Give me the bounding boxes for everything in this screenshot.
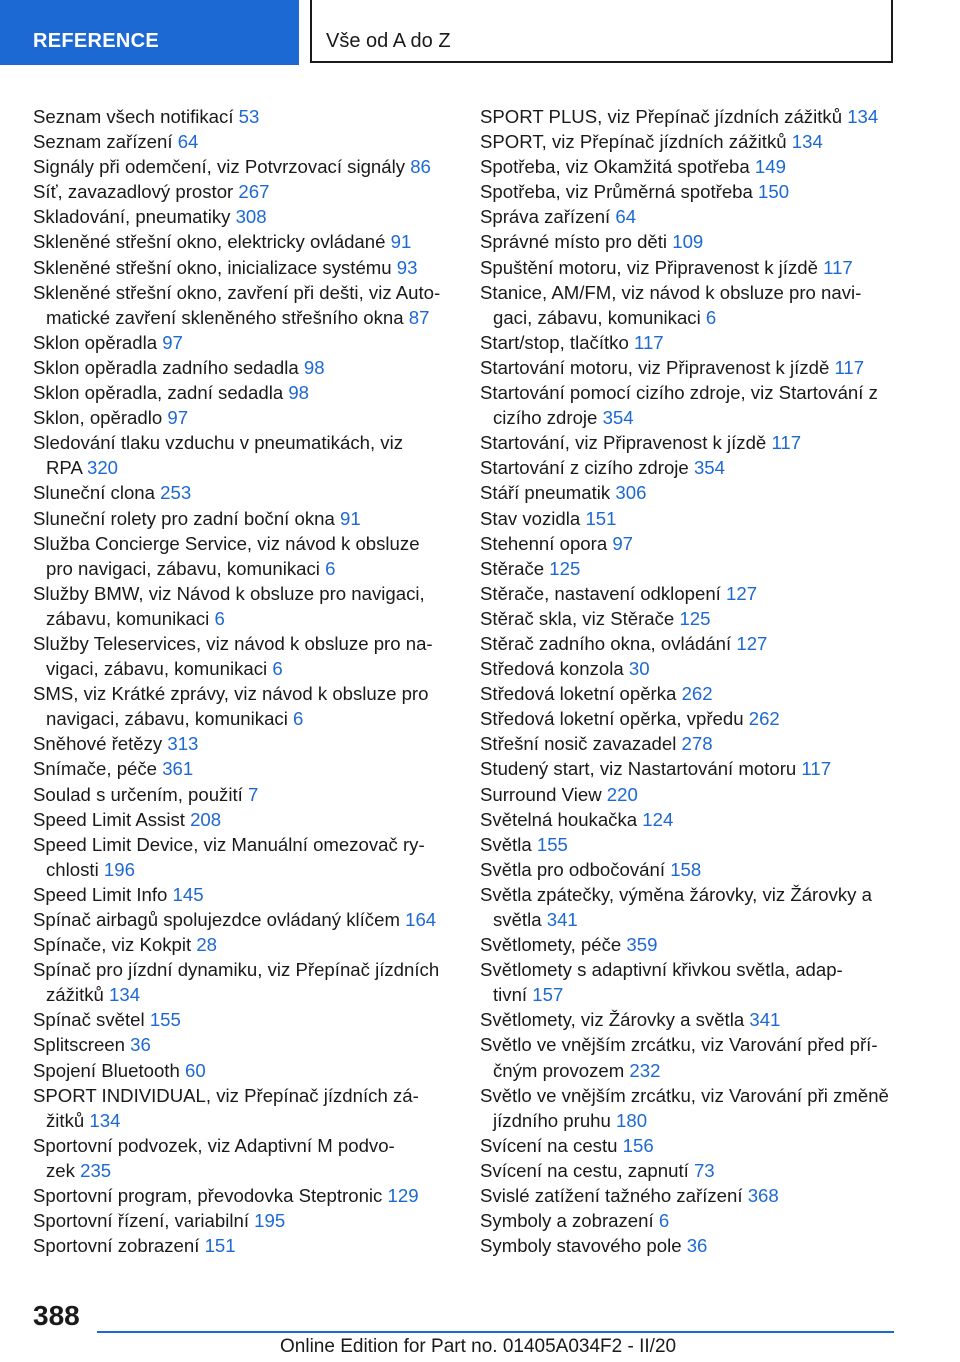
index-page-link[interactable]: 158 (670, 858, 702, 880)
index-entry (33, 129, 453, 154)
index-page-link[interactable]: 109 (672, 231, 704, 253)
index-entry-text: Světlomety, péče (480, 934, 622, 956)
page-number: 388 (33, 1300, 80, 1331)
index-page-link[interactable]: 145 (172, 883, 204, 905)
index-entry-text: žitků (46, 1109, 85, 1131)
index-entry (480, 104, 900, 129)
index-entry-text: Spínače, viz Kokpit (33, 934, 192, 956)
index-page-link[interactable]: 91 (390, 231, 412, 253)
index-entry (33, 430, 453, 480)
index-entry-text: Speed Limit Device, viz Manuální omezovač ry- (33, 833, 425, 855)
index-entry-text: Seznam všech notifikací (33, 106, 234, 127)
index-entry-text: Speed Limit Assist (33, 808, 185, 830)
index-page-link[interactable]: 117 (771, 432, 802, 454)
index-entry (33, 832, 453, 882)
index-entry-text: Správa zařízení (480, 206, 611, 228)
index-entry-text: Světlomety s adaptivní křivkou světla, adap- (480, 959, 843, 981)
index-entry-text: cizího zdroje (493, 407, 598, 429)
index-entry (480, 506, 900, 531)
index-page-link[interactable]: 117 (834, 356, 865, 378)
index-page-link[interactable]: 134 (791, 131, 823, 153)
index-page-link[interactable]: 36 (130, 1034, 151, 1056)
index-entry-text: SPORT, viz Přepínač jízdních zážitků (480, 131, 787, 153)
index-page-link[interactable]: 361 (162, 758, 194, 780)
index-entry-text: Skleněné střešní okno, elektricky ovládané (33, 231, 386, 253)
index-entry (480, 681, 900, 706)
index-entry-text: čným provozem (493, 1059, 625, 1081)
index-entry-text: Světelná houkačka (480, 808, 638, 830)
index-page-link[interactable]: 306 (615, 482, 647, 504)
index-entry-text: jízdního pruhu (493, 1109, 611, 1131)
index-entry-text: vigaci, zábavu, komunikaci (46, 658, 268, 680)
index-page-link[interactable]: 196 (103, 858, 135, 880)
index-entry (480, 656, 900, 681)
index-entry (33, 581, 453, 631)
index-page-link[interactable]: 220 (606, 783, 638, 805)
index-entry (480, 255, 900, 280)
index-entry (33, 782, 453, 807)
index-page-link[interactable]: 129 (387, 1185, 419, 1207)
index-page-link[interactable]: 125 (549, 557, 581, 579)
index-entry (480, 1032, 900, 1082)
section-tab (0, 0, 299, 65)
section-title: REFERENCE (33, 30, 160, 52)
index-entry (33, 1032, 453, 1057)
index-entry (33, 480, 453, 505)
index-entry-text: Signály při odemčení, viz Potvrzovací signály (33, 156, 406, 178)
index-entry-text: gaci, zábavu, komunikaci (493, 306, 701, 328)
index-entry-text: Služby Teleservices, viz návod k obsluze pro na- (33, 632, 433, 654)
index-page-link[interactable]: 195 (254, 1210, 286, 1232)
index-entry (33, 1058, 453, 1083)
index-entry-text: SMS, viz Krátké zprávy, viz návod k obsluze pro (33, 683, 429, 705)
index-page-link[interactable]: 359 (626, 934, 658, 956)
index-entry-text: Startování pomocí cizího zdroje, viz Startování z (480, 382, 878, 404)
index-page-link[interactable]: 6 (325, 557, 336, 579)
index-entry-text: matické zavření skleněného střešního okna (46, 306, 404, 328)
index-page-link[interactable]: 232 (629, 1059, 661, 1081)
index-page-link[interactable]: 127 (736, 632, 768, 654)
index-entry-text: Správné místo pro děti (480, 231, 668, 253)
index-entry (480, 430, 900, 455)
index-entry-text: Svislé zatížení tažného zařízení (480, 1185, 743, 1207)
footer-divider (97, 1331, 894, 1333)
index-entry-text: Stěrače (480, 557, 545, 579)
index-page-link[interactable]: 157 (532, 984, 564, 1006)
index-entry (480, 857, 900, 882)
index-page-link[interactable]: 313 (167, 733, 199, 755)
index-entry (480, 1158, 900, 1183)
index-page-link[interactable]: 134 (109, 984, 141, 1006)
index-entry-text: SPORT PLUS, viz Přepínač jízdních zážitků (480, 106, 843, 127)
index-entry-text: Sportovní podvozek, viz Adaptivní M podvo- (33, 1134, 395, 1156)
index-entry-text: Skleněné střešní okno, zavření při dešti, viz Auto- (33, 281, 441, 303)
index-entry (33, 179, 453, 204)
index-page-link[interactable]: 125 (679, 607, 711, 629)
index-entry-text: Svícení na cestu (480, 1134, 618, 1156)
index-page-link[interactable]: 6 (293, 708, 304, 730)
index-entry-text: Stáří pneumatik (480, 482, 611, 504)
index-entry (480, 1083, 900, 1133)
index-entry-text: Skladování, pneumatiky (33, 206, 231, 228)
index-entry (33, 330, 453, 355)
index-entry-text: Speed Limit Info (33, 883, 168, 905)
index-column-right (480, 104, 900, 1258)
index-entry (480, 455, 900, 480)
index-entry-text: Středová loketní opěrka (480, 683, 677, 705)
index-entry (33, 280, 453, 330)
index-entry (33, 229, 453, 254)
index-entry-text: Start/stop, tlačítko (480, 331, 629, 353)
index-column-left (33, 104, 453, 1258)
index-page-link[interactable]: 267 (238, 181, 270, 203)
index-entry (33, 1183, 453, 1208)
index-page-link[interactable]: 124 (642, 808, 674, 830)
index-entry (480, 280, 900, 330)
index-entry-text: Spínač světel (33, 1009, 145, 1031)
index-entry-text: tivní (493, 984, 528, 1006)
index-entry-text: Středová konzola (480, 658, 624, 680)
index-page-link[interactable]: 28 (196, 934, 217, 956)
index-page-link[interactable]: 368 (747, 1185, 779, 1207)
index-entry-text: Služba Concierge Service, viz návod k obsluze (33, 532, 420, 554)
index-page-link[interactable]: 354 (602, 407, 634, 429)
index-page-link[interactable]: 308 (235, 206, 267, 228)
index-entry-text: Sportovní zobrazení (33, 1235, 200, 1257)
index-entry-text: Startování motoru, viz Připravenost k jízdě (480, 356, 830, 378)
index-entry-text: navigaci, zábavu, komunikaci (46, 708, 288, 730)
index-entry-text: Snímače, péče (33, 758, 158, 780)
index-entry-text: Spínač airbagů spolujezdce ovládaný klíčem (33, 909, 400, 930)
index-entry (33, 531, 453, 581)
index-page-link[interactable]: 156 (622, 1134, 654, 1156)
index-page-link[interactable]: 6 (214, 607, 225, 629)
index-entry (33, 631, 453, 681)
index-entry (480, 606, 900, 631)
index-entry (33, 154, 453, 179)
index-entry-text: zážitků (46, 984, 104, 1006)
index-page-link[interactable]: 6 (272, 658, 283, 680)
index-entry (33, 1233, 453, 1258)
index-entry-text: Sklon opěradla zadního sedadla (33, 356, 299, 378)
index-page-link[interactable]: 341 (546, 909, 578, 930)
index-entry-text: Sledování tlaku vzduchu v pneumatikách, viz (33, 432, 404, 454)
index-entry (480, 556, 900, 581)
index-entry-text: Symboly a zobrazení (480, 1210, 654, 1232)
index-entry-text: Stanice, AM/FM, viz návod k obsluze pro navi- (480, 281, 862, 303)
index-entry-text: Splitscreen (33, 1034, 125, 1056)
index-entry (480, 1007, 900, 1032)
index-entry-text: Sportovní řízení, variabilní (33, 1210, 249, 1232)
index-page-link[interactable]: 86 (410, 156, 431, 178)
index-page-link[interactable]: 155 (149, 1009, 181, 1031)
index-entry (480, 1233, 900, 1258)
index-entry (480, 932, 900, 957)
index-entry-text: Světla (480, 833, 532, 855)
index-entry (33, 1133, 453, 1183)
index-entry-text: Spojení Bluetooth (33, 1059, 180, 1081)
index-entry (480, 882, 900, 932)
index-entry (33, 104, 453, 129)
index-entry (33, 756, 453, 781)
index-page-link[interactable]: 98 (303, 356, 325, 378)
index-page-link[interactable]: 97 (612, 532, 634, 554)
index-entry (480, 154, 900, 179)
index-page-link[interactable]: 354 (693, 457, 725, 479)
index-entry (480, 832, 900, 857)
index-entry-text: Středová loketní opěrka, vpředu (480, 708, 744, 730)
index-entry (480, 631, 900, 656)
index-entry-text: Studený start, viz Nastartování motoru (480, 758, 797, 780)
index-entry-text: Soulad s určením, použití (33, 783, 243, 805)
index-entry (33, 907, 453, 932)
index-page-link[interactable]: 155 (536, 833, 568, 855)
index-page-link[interactable]: 262 (748, 708, 780, 730)
index-entry-text: Skleněné střešní okno, inicializace systému (33, 256, 392, 278)
index-page-link[interactable]: 97 (162, 331, 183, 353)
index-entry (33, 405, 453, 430)
index-entry-text: zábavu, komunikaci (46, 607, 210, 629)
index-entry (33, 506, 453, 531)
index-page-link[interactable]: 73 (693, 1159, 715, 1181)
index-entry (33, 1208, 453, 1233)
index-page-link[interactable]: 180 (616, 1109, 648, 1131)
index-entry (480, 782, 900, 807)
index-page-link[interactable]: 6 (658, 1210, 670, 1232)
index-entry (480, 731, 900, 756)
index-entry-text: Světlo ve vnějším zrcátku, viz Varování při změně (480, 1084, 889, 1106)
index-page-link[interactable]: 164 (405, 909, 437, 930)
index-entry-text: Symboly stavového pole (480, 1235, 682, 1257)
index-entry-text: zek (46, 1159, 75, 1181)
index-page-link[interactable]: 151 (585, 507, 617, 529)
index-page-link[interactable]: 278 (681, 733, 713, 755)
index-entry (33, 957, 453, 1007)
index-entry (33, 204, 453, 229)
index-entry-text: pro navigaci, zábavu, komunikaci (46, 557, 320, 579)
index-entry-text: SPORT INDIVIDUAL, viz Přepínač jízdních zá- (33, 1084, 419, 1106)
index-entry-text: Stěrače, nastavení odklopení (480, 582, 721, 604)
index-entry-text: Spuštění motoru, viz Připravenost k jízdě (480, 256, 818, 278)
index-entry-text: Spotřeba, viz Průměrná spotřeba (480, 181, 753, 203)
index-entry (33, 882, 453, 907)
chapter-title: Vše od A do Z (326, 30, 451, 52)
index-entry-text: Surround View (480, 783, 602, 805)
index-page-link[interactable]: 151 (204, 1235, 236, 1257)
index-entry (480, 581, 900, 606)
index-page-link[interactable]: 30 (628, 658, 650, 680)
index-page-link[interactable]: 127 (726, 582, 758, 604)
chapter-tab (310, 0, 893, 63)
index-page-link[interactable]: 235 (80, 1159, 112, 1181)
index-page-link[interactable]: 117 (801, 758, 832, 780)
index-page-link[interactable]: 208 (190, 808, 222, 830)
index-entry-text: Sportovní program, převodovka Steptronic (33, 1185, 383, 1207)
index-entry (480, 380, 900, 430)
index-page-link[interactable]: 36 (686, 1235, 708, 1257)
index-entry-text: Světlo ve vnějším zrcátku, viz Varování před pří- (480, 1034, 878, 1056)
index-page-link[interactable]: 93 (396, 256, 418, 278)
index-entry-text: Sklon, opěradlo (33, 407, 163, 429)
index-entry-text: Svícení na cestu, zapnutí (480, 1159, 689, 1181)
index-entry-text: světla (493, 909, 542, 930)
index-page-link[interactable]: 7 (247, 783, 259, 805)
index-page-link[interactable]: 262 (681, 683, 713, 705)
index-entry-text: Seznam zařízení (33, 131, 173, 153)
index-entry-text: Střešní nosič zavazadel (480, 733, 677, 755)
index-entry (480, 480, 900, 505)
index-page-link[interactable]: 97 (167, 407, 189, 429)
index-entry-text: Světla zpátečky, výměna žárovky, viz Žárovky a (480, 883, 872, 905)
index-page-link[interactable]: 253 (160, 482, 192, 504)
index-entry (480, 957, 900, 1007)
index-entry-text: Stěrač skla, viz Stěrače (480, 607, 675, 629)
index-entry-text: Stav vozidla (480, 507, 581, 529)
index-entry (33, 380, 453, 405)
index-page-link[interactable]: 91 (340, 507, 361, 529)
index-entry-text: Sklon opěradla (33, 331, 158, 353)
index-entry-text: Spínač pro jízdní dynamiku, viz Přepínač jízdních (33, 959, 440, 981)
index-page-link[interactable]: 150 (758, 181, 790, 203)
index-entry-text: Stěrač zadního okna, ovládání (480, 632, 732, 654)
index-entry (480, 1133, 900, 1158)
index-entry (480, 355, 900, 380)
index-entry (480, 204, 900, 229)
index-entry-text: Síť, zavazadlový prostor (33, 181, 234, 203)
index-page-link[interactable]: 64 (615, 206, 637, 228)
index-entry (480, 531, 900, 556)
index-entry (33, 355, 453, 380)
index-page-link[interactable]: 149 (754, 156, 786, 178)
index-entry (480, 229, 900, 254)
index-page-link[interactable]: 341 (749, 1009, 781, 1031)
index-entry-text: Spotřeba, viz Okamžitá spotřeba (480, 156, 750, 178)
index-page-link[interactable]: 60 (184, 1059, 206, 1081)
index-entry-text: Služby BMW, viz Návod k obsluze pro navigaci, (33, 582, 425, 604)
index-entry (480, 756, 900, 781)
index-entry-text: Sluneční rolety pro zadní boční okna (33, 507, 335, 529)
index-entry-text: Světlomety, viz Žárovky a světla (480, 1009, 745, 1031)
index-entry-text: Startování, viz Připravenost k jízdě (480, 432, 767, 454)
index-entry-text: RPA (46, 457, 82, 479)
index-page-link[interactable]: 134 (847, 106, 879, 127)
index-entry-text: Sluneční clona (33, 482, 155, 504)
index-page-link[interactable]: 117 (823, 256, 853, 278)
index-page-link[interactable]: 320 (87, 457, 119, 479)
index-entry (33, 255, 453, 280)
index-entry-text: Světla pro odbočování (480, 858, 666, 880)
index-entry-text: Sklon opěradla, zadní sedadla (33, 382, 284, 404)
index-page-link[interactable]: 87 (408, 306, 430, 328)
index-entry (33, 731, 453, 756)
index-entry (480, 1183, 900, 1208)
index-entry (33, 1083, 453, 1133)
index-entry (33, 681, 453, 731)
index-page-link[interactable]: 64 (177, 131, 199, 153)
index-entry (480, 179, 900, 204)
index-page-link[interactable]: 6 (705, 306, 717, 328)
index-entry (33, 1007, 453, 1032)
edition-note: Online Edition for Part no. 01405A034F2 - II/20 (280, 1336, 677, 1357)
index-entry (480, 807, 900, 832)
index-entry-text: chlosti (46, 858, 99, 880)
index-entry (480, 706, 900, 731)
index-entry-text: Startování z cizího zdroje (480, 457, 689, 479)
index-entry (480, 1208, 900, 1233)
index-entry (480, 129, 900, 154)
index-entry-text: Sněhové řetězy (33, 733, 163, 755)
index-page-link[interactable]: 134 (89, 1109, 121, 1131)
index-entry (33, 807, 453, 832)
index-page-link[interactable]: 98 (288, 382, 310, 404)
index-page-link[interactable]: 117 (634, 331, 664, 353)
index-page-link[interactable]: 53 (238, 106, 260, 127)
index-entry (33, 932, 453, 957)
index-entry (480, 330, 900, 355)
index-entry-text: Stehenní opora (480, 532, 608, 554)
